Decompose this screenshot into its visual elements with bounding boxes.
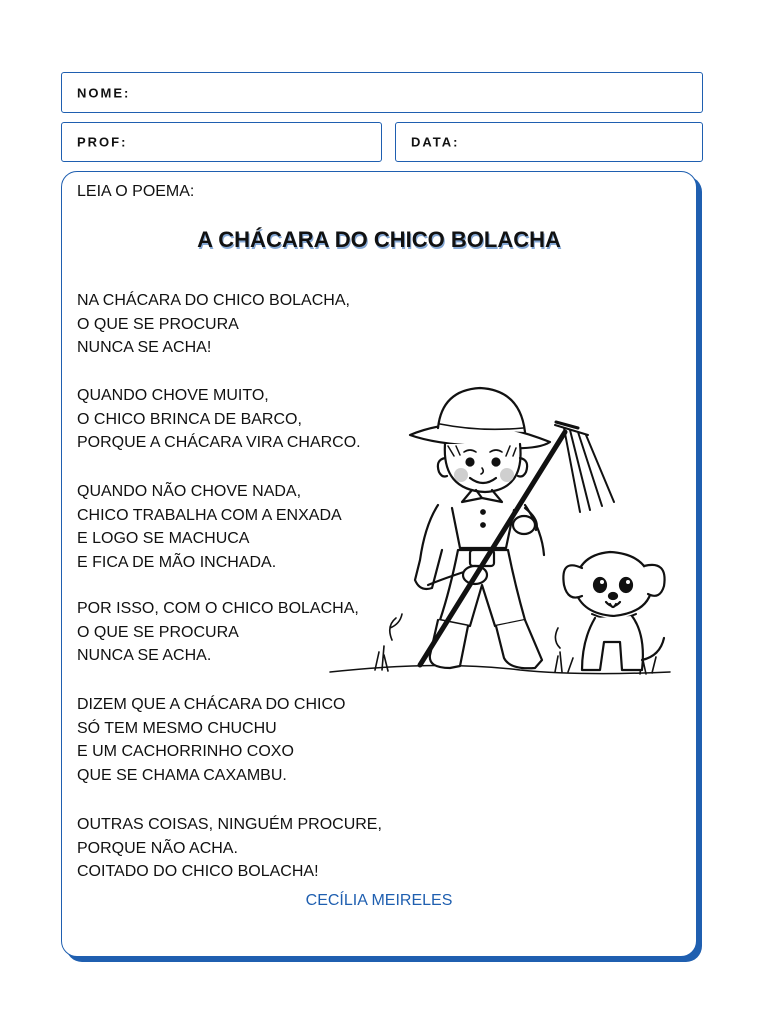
date-label: DATA: (411, 134, 460, 150)
stanza (77, 480, 342, 574)
poem-line: E UM CACHORRINHO COXO (77, 743, 294, 760)
poem-line: SÓ TEM MESMO CHUCHU (77, 719, 277, 737)
poem-line: POR ISSO, COM O CHICO BOLACHA, (77, 600, 359, 617)
puppy-figure (563, 552, 664, 670)
stanza (77, 813, 382, 884)
teacher-label: PROF: (77, 134, 128, 150)
stanza (77, 384, 361, 455)
poem-line: O QUE SE PROCURA (77, 623, 239, 641)
poem-line: COITADO DO CHICO BOLACHA! (77, 863, 319, 880)
poem-line: NA CHÁCARA DO CHICO BOLACHA, (77, 292, 350, 309)
poem-line: E LOGO SE MACHUCA (77, 530, 250, 547)
poem-line: QUANDO NÃO CHOVE NADA, (77, 483, 302, 500)
poem-author: CECÍLIA MEIRELES (305, 892, 453, 909)
farmer-illustration (320, 380, 690, 700)
teacher-field[interactable] (61, 122, 382, 162)
poem-title: A CHÁCARA DO CHICO BOLACHA (197, 227, 561, 252)
stanza (77, 597, 359, 668)
farmer-figure (410, 388, 614, 668)
poem-line: CHICO TRABALHA COM A ENXADA (77, 506, 342, 524)
poem-line: PORQUE NÃO ACHA. (77, 839, 238, 857)
poem-line: E FICA DE MÃO INCHADA. (77, 553, 277, 571)
stanza (77, 693, 345, 787)
poem-line: OUTRAS COISAS, NINGUÉM PROCURE, (77, 816, 382, 833)
poem-line: QUE SE CHAMA CAXAMBU. (77, 766, 287, 784)
poem-line: QUANDO CHOVE MUITO, (77, 387, 269, 404)
poem-line: DIZEM QUE A CHÁCARA DO CHICO (77, 696, 346, 713)
poem-line: O QUE SE PROCURA (77, 315, 239, 333)
name-label: NOME: (77, 85, 131, 100)
name-field[interactable] (61, 72, 703, 113)
stanza (77, 289, 350, 360)
poem-line: NUNCA SE ACHA! (77, 339, 212, 356)
poem-line: NUNCA SE ACHA. (77, 647, 212, 664)
poem-line: O CHICO BRINCA DE BARCO, (77, 410, 302, 428)
poem-line: PORQUE A CHÁCARA VIRA CHARCO. (77, 434, 361, 451)
instruction-text: LEIA O POEMA: (77, 183, 195, 200)
date-field[interactable] (395, 122, 703, 162)
